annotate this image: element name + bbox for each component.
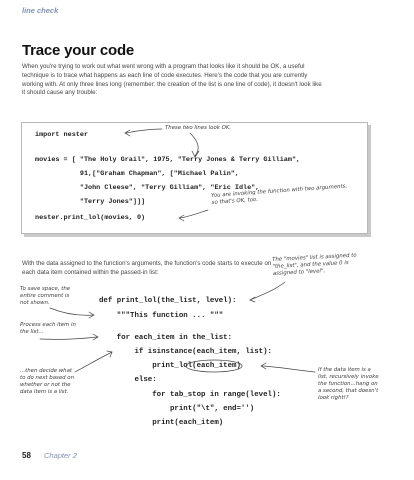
code-line-import: import nester xyxy=(35,131,89,139)
note-line: not shown. xyxy=(20,300,50,306)
note-two-lines: These two lines look OK. xyxy=(165,125,232,131)
code2-line: if isinstance(each_item, list): xyxy=(99,348,272,356)
note-line: the list... xyxy=(20,329,44,335)
code2-line: for tab_stop in range(level): xyxy=(99,391,281,399)
chapter-label: Chapter 2 xyxy=(44,451,77,460)
page-number: 58 xyxy=(22,451,31,460)
code2-line: print(each_item) xyxy=(99,419,224,427)
note-line: a second, that doesn't xyxy=(318,388,379,394)
body-paragraph: With the data assigned to the function's arguments, the function's code starts to execute on each data item contained within the passed-in list: xyxy=(22,260,272,276)
note-line: Process each item in xyxy=(20,322,76,328)
code2-line: for each_item in the_list: xyxy=(99,334,233,342)
code2-line: else: xyxy=(99,376,157,384)
note-line: whether or not the xyxy=(20,382,71,388)
note-line: assigned to "level". xyxy=(272,268,326,277)
note-line: "the_list", and the value 0 is xyxy=(272,260,349,270)
section-tag: line check xyxy=(22,6,59,15)
code2-line: print_lol(each_item) xyxy=(99,362,241,370)
note-line: to do next based on xyxy=(20,375,75,381)
code-line-movies-4: "Terry Jones"]]] xyxy=(35,198,146,206)
note-line: To save space, the xyxy=(20,286,71,292)
code-line-call: nester.print_lol(movies, 0) xyxy=(35,214,146,222)
note-line: The "movies" list is assigned to xyxy=(272,252,357,263)
note-line: list, recursively invoke xyxy=(318,374,379,380)
page-heading: Trace your code xyxy=(22,42,135,59)
code2-line: def print_lol(the_list, level): xyxy=(99,297,237,305)
code2-line: """This function ... """ xyxy=(99,312,224,320)
code-line-movies-1: movies = [ "The Holy Grail", 1975, "Terry Jones & Terry Gilliam", xyxy=(35,156,301,164)
code-line-movies-2: 91,["Graham Chapman", ["Michael Palin", xyxy=(35,170,239,178)
note-line: If the data item is a xyxy=(318,367,371,373)
note-line: the function...hang on xyxy=(318,381,378,387)
intro-paragraph: When you're trying to work out what went wrong with a program that looks like it should be OK, a useful technique is to trace what happens as each line of code executes. Here's the code that you are currently working with. At only three lines long (remember: the creation of the list is one line of code), it doesn't look like it should cause any trouble: xyxy=(22,63,322,97)
note-line: look right!? xyxy=(318,395,349,401)
code2-line: print("\t", end='') xyxy=(99,405,255,413)
note-invoking-line: so that's OK, too. xyxy=(211,196,259,206)
note-line: data item is a list. xyxy=(20,389,69,395)
note-line: ...then decide what xyxy=(20,368,73,374)
code-line-movies-3: "John Cleese", "Terry Gilliam", "Eric Idle", xyxy=(35,184,260,192)
note-line: entire comment is xyxy=(20,293,70,299)
note-invoking-line: You are invoking the function with two arguments, xyxy=(211,183,348,199)
